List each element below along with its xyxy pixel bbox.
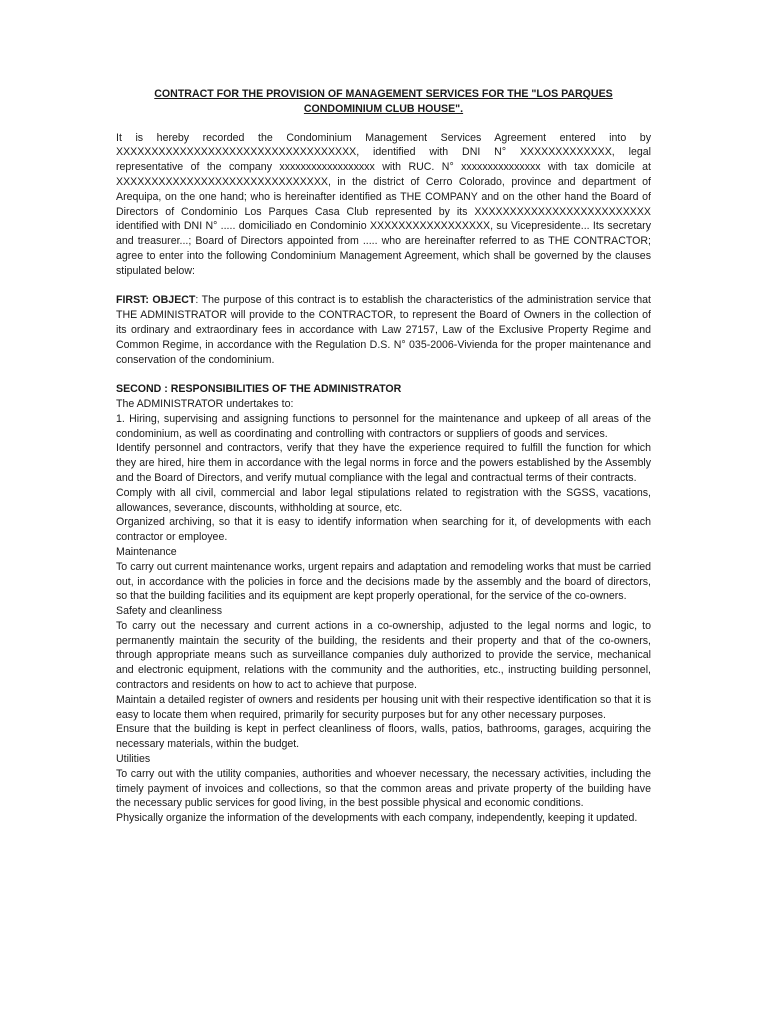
paragraph: To carry out current maintenance works, urgent repairs and adaptation and remodeling works that must be carried out, in accordance with the policies in force and the decisions made by the assembly and the board of directors, so that the building facilities and its equipment are kept properly operational, for the service of the co-owners. (116, 560, 651, 603)
utilities-heading: Utilities (116, 753, 151, 766)
paragraph: Organized archiving, so that it is easy to identify information when searching for it, of developments with each contractor or employee. (116, 516, 651, 544)
paragraph: Physically organize the information of the developments with each company, independently, keeping it updated. (116, 812, 638, 825)
second-clause-heading: SECOND : RESPONSIBILITIES OF THE ADMINISTRATOR (116, 383, 402, 396)
intro-paragraph: It is hereby recorded the Condominium Management Services Agreement entered into by XXXXXXXXXXXXXXXXXXXXXXXXXXXXXXXXXX, identified with DNI N° XXXXXXXXXXXXX, legal representative of the company xxxxxxxxxxxxxxxxxx with RUC. N° xxxxxxxxxxxxxxx with tax domicile at XXXXXXXXXXXXXXXXXXXXXXXXXXXXXX, in the district of Cerro Colorado, province and department of Arequipa, on the one hand; who is hereinafter identified as THE COMPANY and on the other hand the Board of Directors of Condominio Los Parques Casa Club represented by its XXXXXXXXXXXXXXXXXXXXXXXXX identified with DNI N° ..... domiciliado en Condominio XXXXXXXXXXXXXXXXX, su Vicepresidente... Its secretary and treasurer...; Board of Directors appointed from ..... who are hereinafter referred to as THE CONTRACTOR; agree to enter into the following Condominium Management Agreement, which shall be governed by the clauses stipulated below: (116, 131, 651, 277)
first-clause-heading: FIRST: OBJECT (116, 294, 196, 307)
paragraph: 1. Hiring, supervising and assigning functions to personnel for the maintenance and upkeep of all areas of the condominium, as well as coordinating and controlling with contractors or suppliers of goods and services. (116, 412, 651, 440)
paragraph: To carry out with the utility companies, authorities and whoever necessary, the necessary activities, including the timely payment of invoices and collections, so that the common areas and private property of the building have the necessary public services for good living, in the best possible physical and economic conditions. (116, 767, 651, 810)
paragraph: Identify personnel and contractors, verify that they have the experience required to fulfill the function for which they are hired, hire them in accordance with the legal norms in force and the powers established by the Assembly and the Board of Directors, and verify mutual compliance with the legal and contractual terms of their contracts. (116, 442, 651, 484)
document-page (116, 87, 651, 826)
paragraph: Ensure that the building is kept in perfect cleanliness of floors, walls, patios, bathrooms, garages, acquiring the necessary materials, within the budget. (116, 723, 651, 751)
maintenance-heading: Maintenance (116, 545, 177, 558)
first-clause-body: : The purpose of this contract is to establish the characteristics of the administration service that THE ADMINISTRATOR will provide to the CONTRACTOR, to represent the Board of Owners in the collection of its ordinary and extraordinary fees in accordance with Law 27157, Law of the Exclusive Property Regime and Common Regime, in accordance with the Regulation D.S. N° 035-2006-Vivienda for the proper maintenance and conservation of the condominium. (116, 294, 651, 366)
paragraph: Maintain a detailed register of owners and residents per housing unit with their respective identification so that it is easy to locate them when required, primarily for security purposes but for any other necessary purposes. (116, 693, 651, 721)
paragraph: Comply with all civil, commercial and labor legal stipulations related to registration with the SGSS, vacations, allowances, severance, discounts, withholding at source, etc. (116, 486, 651, 514)
safety-heading: Safety and cleanliness (116, 605, 223, 618)
paragraph-gap (116, 279, 651, 294)
paragraph: To carry out the necessary and current actions in a co-ownership, adjusted to the legal norms and logic, to permanently maintain the security of the building, the residents and their property and that of the co-owners, through appropriate means such as surveillance companies duly authorized to provide the service, mechanical and electronic equipment, relations with the community and the authorities, etc., instructing building personnel, contractors and residents on how to act to achieve that purpose. (116, 619, 651, 692)
paragraph-gap (116, 367, 651, 382)
first-clause (116, 293, 651, 367)
second-clause-lead: The ADMINISTRATOR undertakes to: (116, 397, 294, 410)
document-title: CONTRACT FOR THE PROVISION OF MANAGEMENT SERVICES FOR THE "LOS PARQUES CONDOMINIUM CLUB HOUSE". (154, 88, 613, 115)
